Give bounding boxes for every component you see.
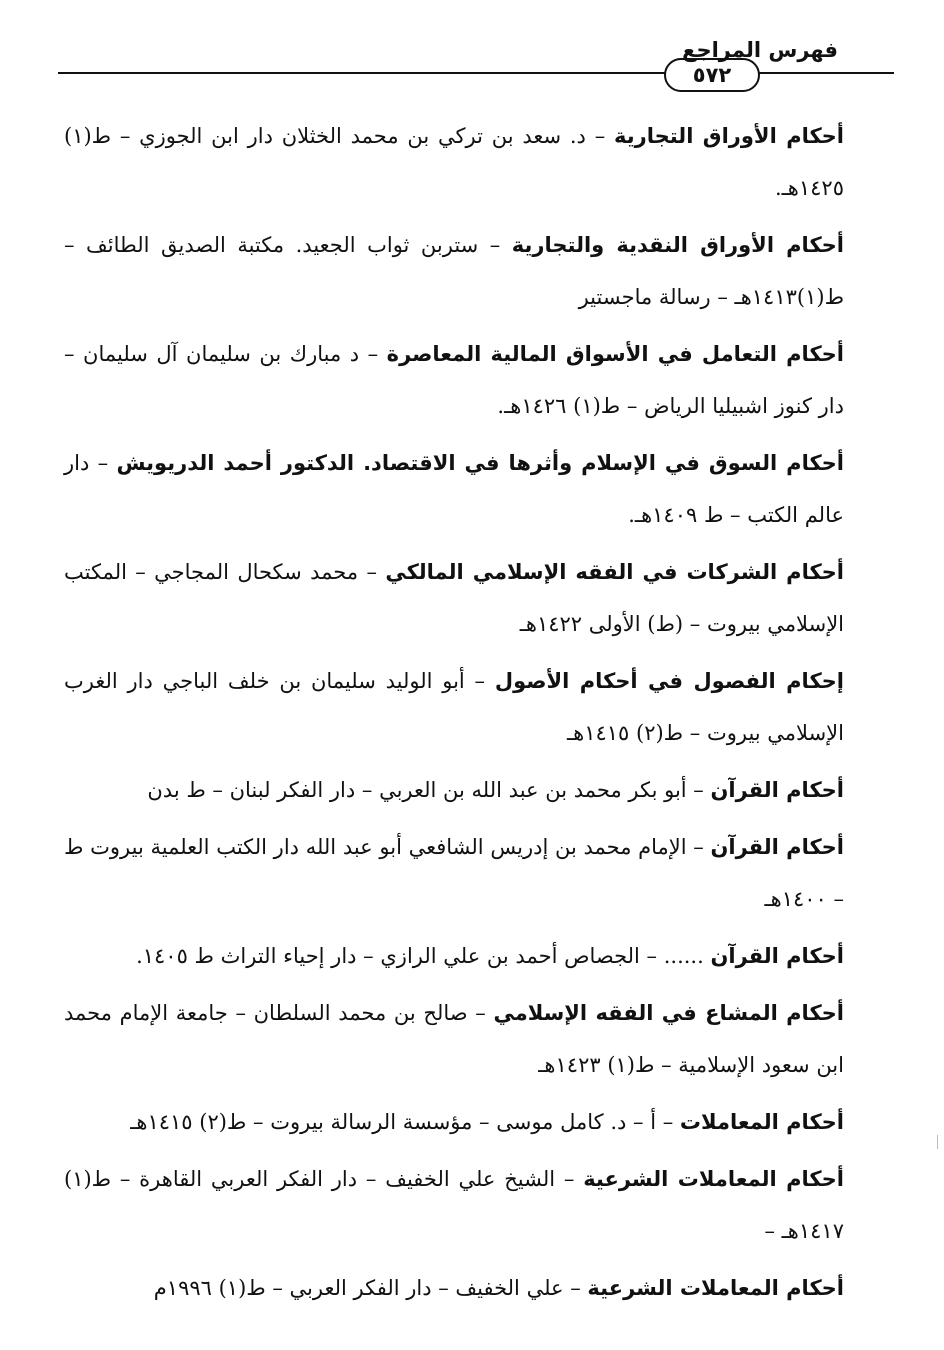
bibliography-entry xyxy=(64,546,844,650)
bibliography-entry xyxy=(64,219,844,323)
entry-details: – أ – د. كامل موسى – مؤسسة الرسالة بيروت – ط(٢) ١٤١٥هـ xyxy=(130,1110,680,1134)
entry-title: إحكام الفصول في أحكام الأصول xyxy=(494,669,844,693)
entry-title: أحكام السوق في الإسلام وأثرها في الاقتصاد. الدكتور أحمد الدريويش xyxy=(116,451,845,475)
bibliography-entry xyxy=(64,110,844,214)
bibliography-entry xyxy=(64,328,844,432)
bibliography-entry xyxy=(64,1262,844,1314)
entry-details: – أبو بكر محمد بن عبد الله بن العربي – دار الفكر لبنان – ط بدن xyxy=(147,778,711,802)
entry-title: أحكام الأوراق التجارية xyxy=(614,124,845,148)
entry-details: – صالح بن محمد السلطان – جامعة الإمام محمد ابن سعود الإسلامية – ط(١) ١٤٢٣هـ xyxy=(64,1001,844,1077)
bibliography-list xyxy=(64,110,844,1319)
entry-details: – د. سعد بن تركي بن محمد الخثلان دار ابن الجوزي – ط(١) ١٤٢٥هـ. xyxy=(64,124,844,200)
entry-details: – علي الخفيف – دار الفكر العربي – ط(١) ١٩٩٦م xyxy=(153,1276,588,1300)
header-rule xyxy=(756,72,894,74)
bibliography-entry xyxy=(64,930,844,982)
bibliography-entry xyxy=(64,655,844,759)
entry-title: أحكام القرآن xyxy=(710,778,844,802)
bibliography-entry xyxy=(64,764,844,816)
bibliography-entry xyxy=(64,821,844,925)
page-header xyxy=(58,30,838,90)
entry-title: أحكام القرآن xyxy=(710,835,844,859)
bibliography-entry xyxy=(64,1096,844,1148)
entry-details: ...... – الجصاص أحمد بن علي الرازي – دار إحياء التراث ط ١٤٠٥. xyxy=(136,944,711,968)
entry-details: – الإمام محمد بن إدريس الشافعي أبو عبد الله دار الكتب العلمية بيروت ط – ١٤٠٠هـ xyxy=(64,835,844,911)
entry-title: أحكام المعاملات الشرعية xyxy=(587,1276,844,1300)
running-header-title: فهرس المراجع xyxy=(682,38,838,62)
entry-title: أحكام المعاملات الشرعية xyxy=(583,1167,844,1191)
bibliography-entry xyxy=(64,1153,844,1257)
entry-details: – أبو الوليد سليمان بن خلف الباجي دار الغرب الإسلامي بيروت – ط(٢) ١٤١٥هـ xyxy=(64,669,844,745)
bibliography-entry xyxy=(64,987,844,1091)
page-number: ٥٧٢ xyxy=(664,58,760,92)
header-rule xyxy=(58,72,666,74)
entry-title: أحكام الأوراق النقدية والتجارية xyxy=(511,233,844,257)
entry-details: – د مبارك بن سليمان آل سليمان – دار كنوز اشبيليا الرياض – ط(١) ١٤٢٦هـ. xyxy=(64,342,844,418)
entry-details: – ستربن ثواب الجعيد. مكتبة الصديق الطائف – ط(١)١٤١٣هـ – رسالة ماجستير xyxy=(64,233,844,309)
bibliography-entry xyxy=(64,437,844,541)
entry-title: أحكام التعامل في الأسواق المالية المعاصرة xyxy=(386,342,844,366)
entry-details: – دار عالم الكتب – ط ١٤٠٩هـ. xyxy=(64,451,844,527)
entry-title: أحكام الشركات في الفقه الإسلامي المالكي xyxy=(385,560,844,584)
entry-details: – محمد سكحال المجاجي – المكتب الإسلامي بيروت – (ط) الأولى ١٤٢٢هـ xyxy=(64,560,844,636)
entry-title: أحكام المعاملات xyxy=(679,1110,844,1134)
entry-title: أحكام المشاع في الفقه الإسلامي xyxy=(493,1001,844,1025)
entry-title: أحكام القرآن xyxy=(710,944,844,968)
scan-artifact xyxy=(937,1135,938,1149)
entry-details: – الشيخ علي الخفيف – دار الفكر العربي القاهرة – ط(١) ١٤١٧هـ – xyxy=(64,1167,844,1243)
